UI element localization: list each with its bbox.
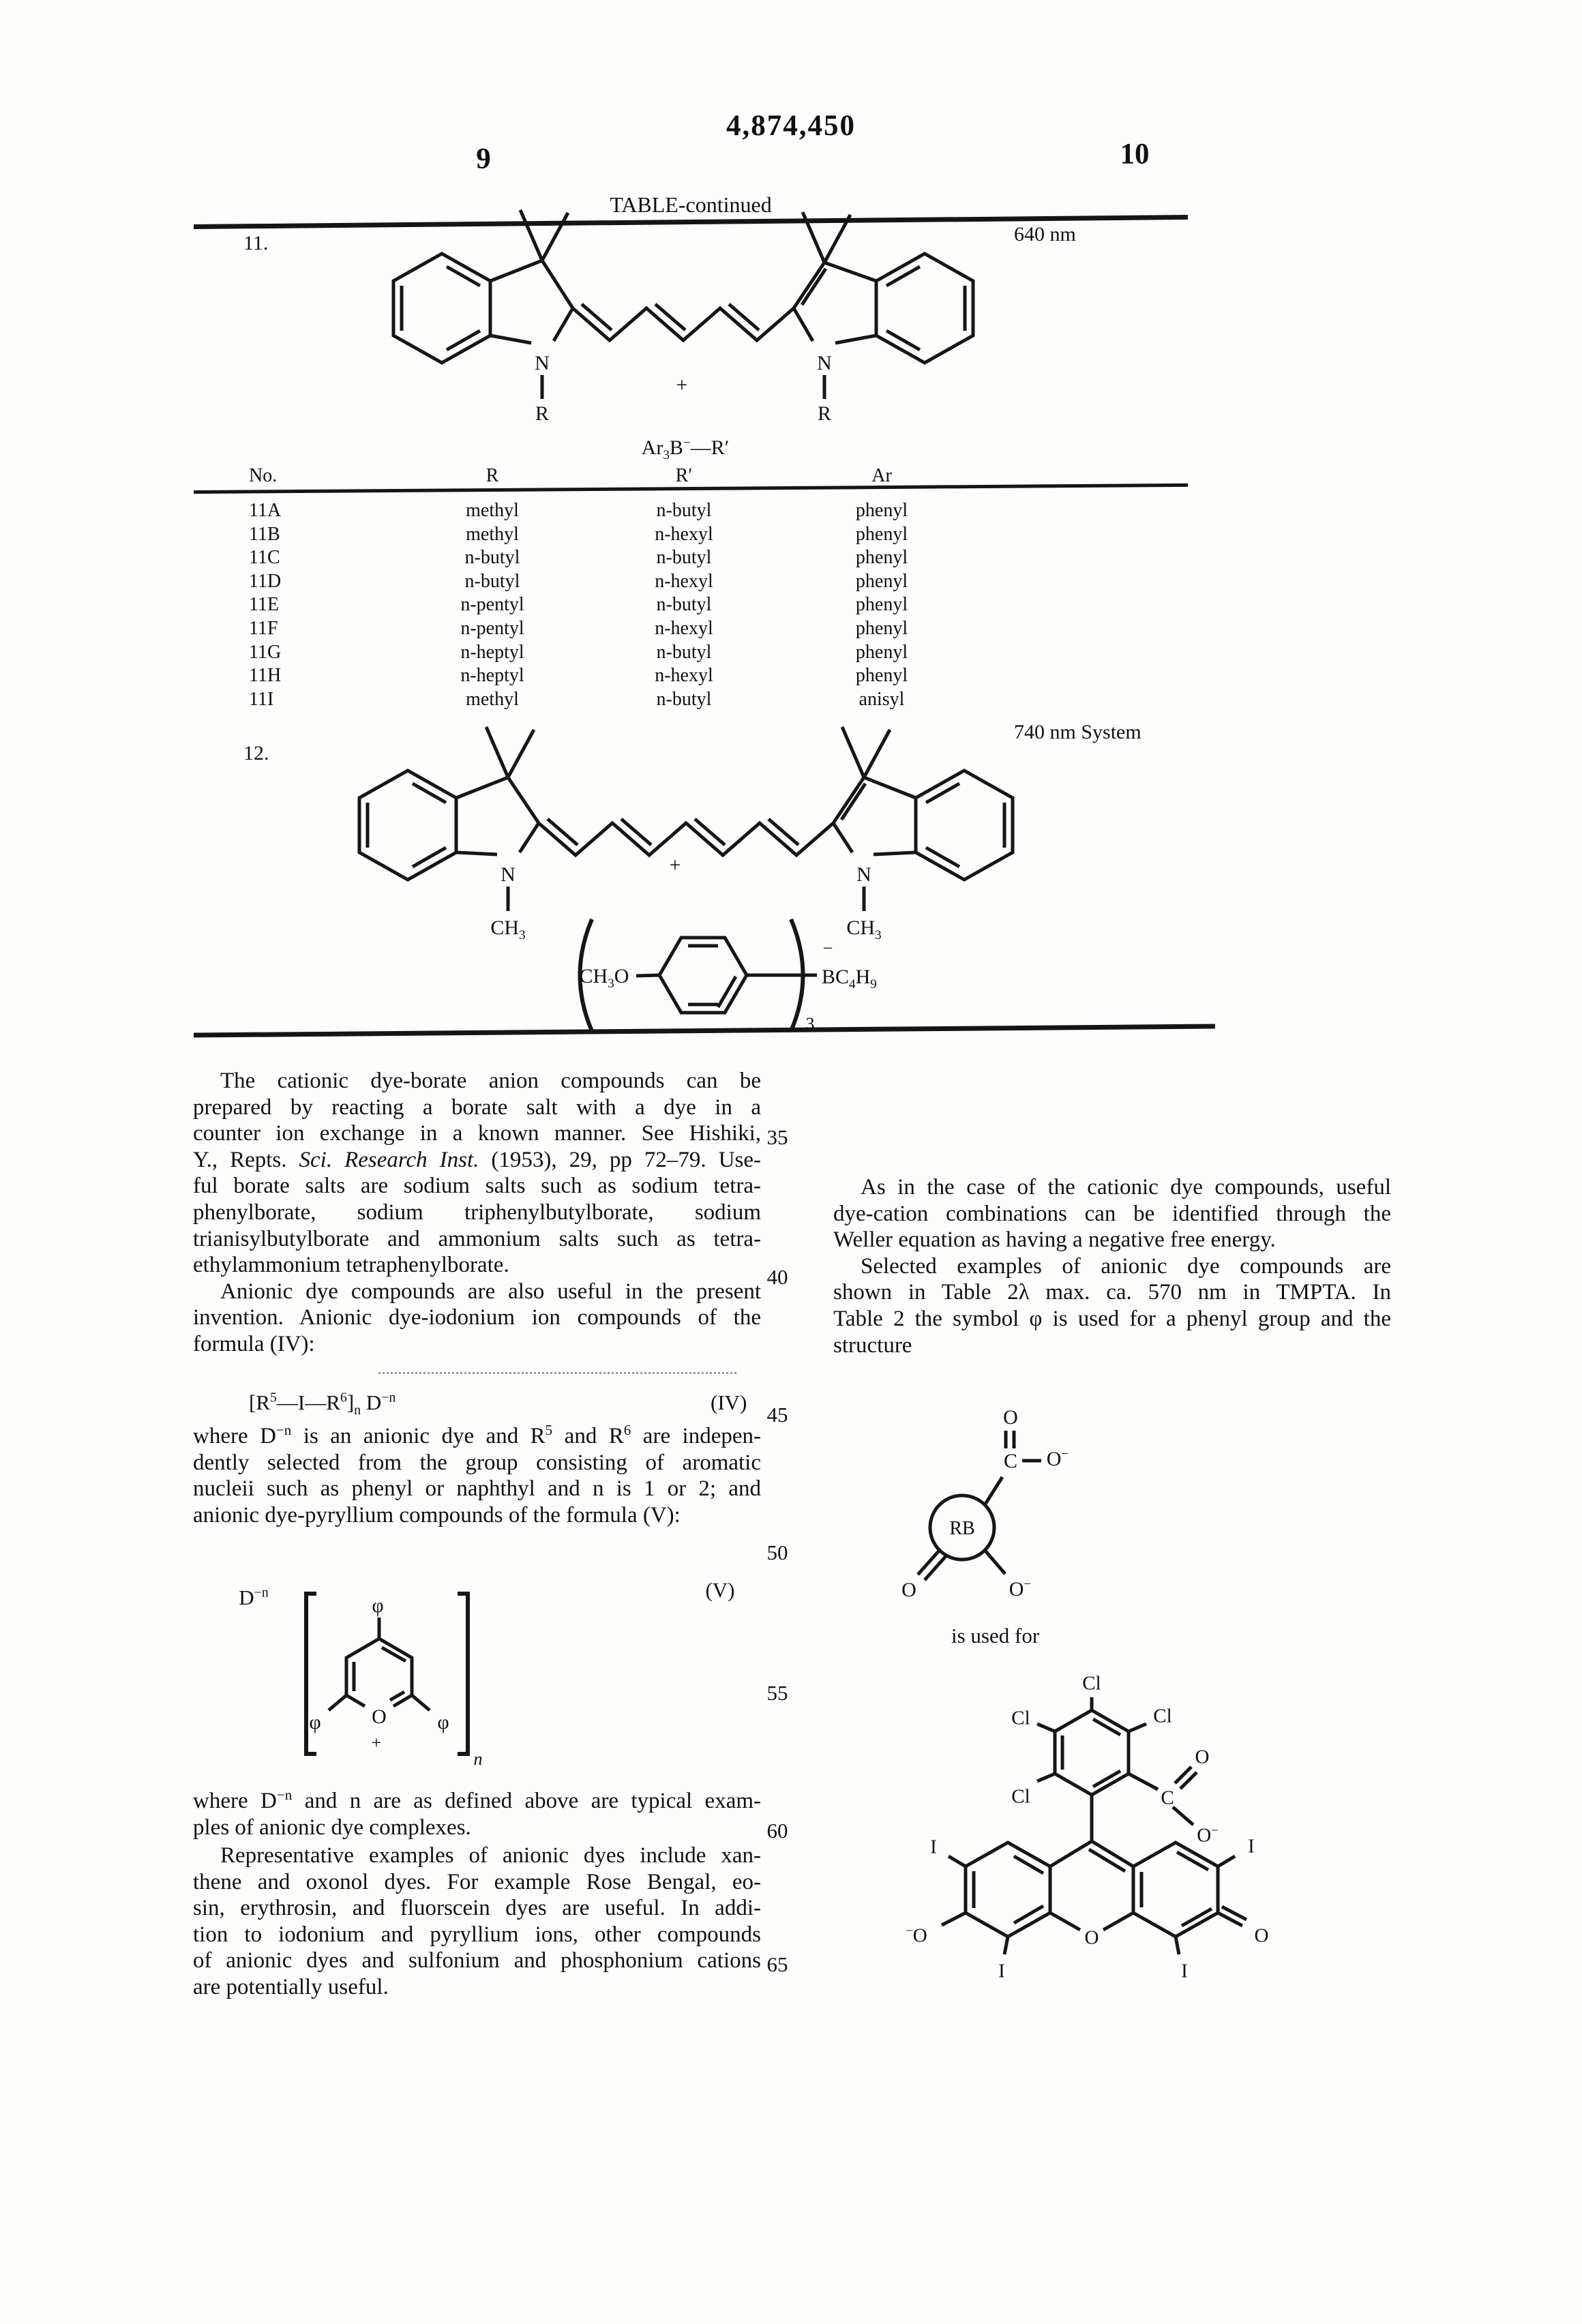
right-column-paragraph-1 [833,1174,1391,1358]
page-number-left: 9 [476,143,491,175]
item-11-index: 11. [243,232,269,254]
cell-r: n-butyl [464,547,520,568]
oxygen-atom-label: O [372,1705,387,1728]
table-row [194,665,1188,689]
text-line: anionic dye-pyryllium compounds of the formula (V): [193,1502,681,1528]
iodine-atom-label: I [1248,1835,1255,1858]
patent-number: 4,874,450 [726,110,856,142]
cell-r: n-pentyl [460,594,524,615]
text-line: invention. Anionic dye-iodonium ion compounds of the [193,1305,761,1330]
subscript-three-label: 3 [805,1014,815,1034]
col-header-rprime: R′ [675,465,693,486]
nitrogen-atom-label: N [535,352,550,374]
text-line: As in the case of the cationic dye compounds, useful [861,1175,1391,1200]
oxygen-atom-label: O [901,1579,916,1601]
cell-ar: phenyl [855,571,908,592]
cell-ar: phenyl [855,665,908,686]
oxygen-anion-label: −O [906,1923,927,1947]
text-line: structure [833,1332,912,1358]
cell-ar: phenyl [855,642,908,663]
structure-11-cyanine-drawing [393,210,973,399]
cell-no: 11D [249,571,282,592]
cell-ar: phenyl [855,594,908,615]
iodine-atom-label: I [1181,1960,1188,1982]
text-line: prepared by reacting a borate salt with a dye in a [193,1094,761,1120]
oxygen-anion-label: O− [1046,1447,1069,1470]
text-line: Anionic dye compounds are also useful in the present [220,1279,761,1304]
cell-r: n-heptyl [460,665,524,686]
structure-12-cyanine-drawing [359,727,1013,911]
cell-rprime: n-butyl [656,594,712,615]
borate-anion-formula: $Ar_3B^-—R'$ [641,436,730,462]
cell-r: n-butyl [464,571,520,592]
cell-rprime: n-hexyl [655,618,713,639]
cell-no: 11E [249,594,280,615]
text-line: trianisylbutylborate and ammonium salts such as tetra- [193,1226,761,1251]
iodine-atom-label: I [998,1960,1005,1982]
col-header-r: R [486,465,499,486]
text-line: ful borate salts are sodium salts such as sodium tetra- [193,1174,761,1199]
methyl-group-label: $CH_3$ [846,917,882,942]
chlorine-atom-label: Cl [1082,1672,1101,1695]
r-substituent-label: R [817,402,832,425]
col-header-ar: Ar [871,465,892,486]
table-title: TABLE-continued [610,192,772,217]
cell-r: n-pentyl [460,618,524,639]
formula-iv-tag: (IV) [711,1390,747,1414]
cell-rprime: n-butyl [656,642,712,663]
cell-ar: phenyl [855,618,908,639]
text-line: of anionic dyes and sulfonium and phosphonium cations [193,1948,761,1973]
cell-no: 11B [249,524,280,545]
chlorine-atom-label: Cl [1011,1785,1030,1808]
phenyl-symbol-label: φ [372,1594,384,1617]
cell-no: 11G [249,642,282,663]
text-line: Weller equation as having a negative free energy. [833,1227,1276,1253]
methyl-group-label: $CH_3$ [490,917,526,942]
text-line: tion to iodonium and pyryllium ions, other compounds [193,1922,761,1947]
table-row [194,642,1188,666]
scan-artifact-rule [378,1372,736,1374]
minus-charge-label: − [822,938,833,958]
text-line: Selected examples of anionic dye compounds are [861,1253,1391,1279]
text-line: The cationic dye-borate anion compounds can be [220,1069,761,1093]
cell-rprime: n-butyl [656,500,712,521]
text-line: Y., Repts. Sci. Research Inst. (1953), 29, pp 72–79. Use- [193,1147,761,1172]
cell-r: methyl [466,524,519,545]
cell-no: 11C [249,547,280,568]
cell-rprime: n-hexyl [655,524,713,545]
text-line: are potentially useful. [193,1974,389,1999]
text-line: where $D^{-n}$ is an anionic dye and $R^5$ and $R^6$ are indepen- [193,1423,761,1448]
cell-no: 11I [249,689,274,710]
table-row [194,594,1188,618]
cell-rprime: n-hexyl [655,665,713,686]
text-line: dently selected from the group consisting of aromatic [193,1450,761,1475]
cell-no: 11H [249,665,282,686]
formula-iv: $[R^5—I—R^6]_n$ $D^{-n}$ [249,1390,396,1418]
r-substituent-label: R [535,402,550,425]
rb-shorthand-drawing [918,1431,1041,1580]
line-number: 65 [766,1952,788,1976]
text-line: phenylborate, sodium triphenylbutylborate, sodium [193,1200,761,1225]
line-number: 45 [766,1403,788,1427]
cell-rprime: n-butyl [656,689,712,710]
text-line: Representative examples of anionic dyes include xan- [220,1843,761,1868]
nitrogen-atom-label: N [817,352,832,374]
cell-no: 11A [249,500,282,521]
plus-charge-label: + [371,1733,382,1753]
plus-charge-label: + [676,374,688,396]
is-used-for-caption: is used for [951,1624,1040,1648]
text-line: counter ion exchange in a known manner. See Hishiki, [193,1121,761,1146]
line-number: 40 [766,1265,788,1289]
left-column-paragraph-2 [193,1423,761,1528]
table-row [194,524,1188,548]
iodine-atom-label: I [930,1836,937,1858]
page-number-right: 10 [1120,138,1150,170]
col-header-no: No. [249,465,278,486]
table-row [194,689,1188,713]
oxygen-atom-label: O [1003,1406,1018,1429]
phenyl-symbol-label: φ [309,1711,321,1733]
text-line: nucleii such as phenyl or naphthyl and n is 1 or 2; and [193,1476,761,1502]
table-row [194,571,1188,595]
table-header-row [194,465,1188,490]
cell-rprime: n-butyl [656,547,712,568]
cell-ar: phenyl [855,524,908,545]
cell-ar: phenyl [855,547,908,568]
text-line: formula (IV): [193,1331,315,1356]
chlorine-atom-label: Cl [1011,1707,1030,1729]
line-number: 50 [766,1540,788,1564]
subscript-n-label: n [473,1749,483,1769]
text-line: thene and oxonol dyes. For example Rose Bengal, eo- [193,1869,761,1894]
cell-ar: phenyl [855,500,908,521]
cell-no: 11F [249,618,278,639]
oxygen-atom-label: O [1254,1924,1269,1947]
cell-r: methyl [466,500,519,521]
line-number: 35 [766,1125,788,1149]
cell-r: methyl [466,689,519,710]
oxygen-anion-label: O− [1197,1823,1219,1847]
oxygen-anion-label: O− [1009,1577,1032,1600]
butylborate-group-label: $BC_4H_9$ [822,966,877,992]
chlorine-atom-label: Cl [1153,1705,1172,1727]
nitrogen-atom-label: N [856,863,871,886]
formula-v-tag: (V) [705,1578,735,1602]
phenyl-symbol-label: φ [437,1711,449,1733]
carbon-atom-label: C [1161,1787,1174,1809]
anionic-dye-symbol-label: $D^{-n}$ [239,1585,269,1609]
text-line: ethylammonium tetraphenylborate. [193,1253,509,1278]
plus-charge-label: + [669,854,681,876]
text-line: sin, erythrosin, and fluorscein dyes are useful. In addi- [193,1896,761,1921]
text-line: shown in Table 2λ max. ca. 570 nm in TMPTA. In [833,1280,1391,1305]
oxygen-atom-label: O [1195,1746,1210,1768]
table-row [194,500,1188,524]
line-number: 60 [766,1819,788,1843]
item-12-index: 12. [243,742,269,764]
text-line: dye-cation combinations can be identified through the [833,1201,1391,1226]
nitrogen-atom-label: N [501,863,516,886]
methoxy-group-label: $CH_3O$ [579,965,629,991]
text-line: ples of anionic dye complexes. [193,1815,471,1840]
oxygen-atom-label: O [1084,1926,1099,1949]
left-column-paragraph-1 [193,1068,761,1358]
text-line: Table 2 the symbol φ is used for a phenyl group and the [833,1306,1391,1331]
cell-ar: anisyl [859,689,905,710]
rb-core-label: RB [949,1518,975,1539]
item-12-wavelength: 740 nm System [1014,721,1141,743]
carbon-atom-label: C [1003,1450,1018,1472]
cell-rprime: n-hexyl [655,571,713,592]
line-number: 55 [766,1681,788,1705]
item-11-wavelength: 640 nm [1014,223,1076,245]
text-line: where $D^{-n}$ and n are as defined above are typical exam- [193,1788,761,1813]
cell-r: n-heptyl [460,642,524,663]
table-row [194,547,1188,571]
table-row [194,618,1188,642]
left-column-paragraph-3 [193,1788,761,1841]
left-column-paragraph-4 [193,1843,761,2001]
